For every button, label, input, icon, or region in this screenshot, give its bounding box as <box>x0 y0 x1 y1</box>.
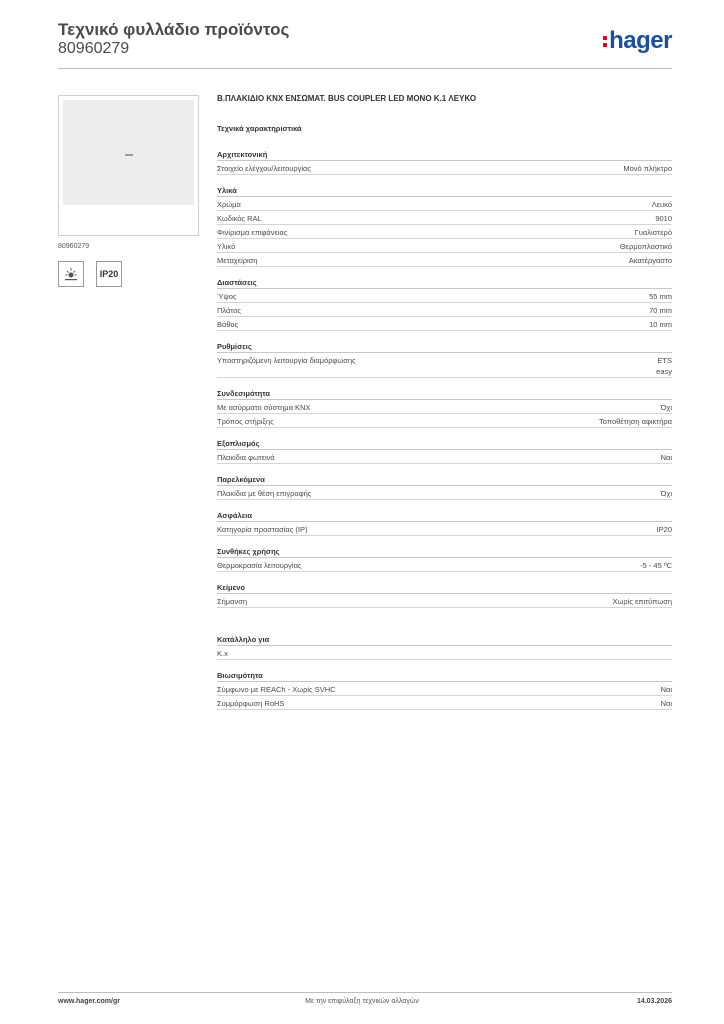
ip20-label: IP20 <box>99 269 119 279</box>
spec-label: Με ασύρματο σύστημα KNX <box>217 403 311 412</box>
spec-row <box>217 161 672 175</box>
image-code: 80960279 <box>58 243 90 250</box>
spec-row <box>217 450 672 464</box>
section-title: Βιωσιμότητα <box>217 670 672 682</box>
spec-label: Συμμόρφωση RoHS <box>217 699 285 708</box>
spec-label: Μεταχείριση <box>217 256 258 265</box>
section-title: Κατάλληλο για <box>217 634 672 646</box>
spec-value <box>656 355 672 377</box>
spec-row <box>217 239 672 253</box>
spec-value: Ναι <box>660 685 672 694</box>
spec-row <box>217 289 672 303</box>
product-image <box>58 95 199 236</box>
section-title: Συνδεσιμότητα <box>217 388 672 400</box>
spec-row <box>217 594 672 608</box>
spec-value: Χωρίς επιτύπωση <box>612 597 672 606</box>
spec-label: Σύμφωνο με REACh - Χωρίς SVHC <box>217 685 336 694</box>
logo-dots-icon <box>603 33 607 50</box>
ip20-badge <box>96 261 122 287</box>
spec-row <box>217 682 672 696</box>
spec-label: Κωδικός RAL <box>217 214 262 223</box>
section-gap <box>217 660 672 670</box>
product-name: Β.ΠΛΑΚΙΔΙΟ KNX ΕΝΣΩΜΑΤ. BUS COUPLER LED MONO K.1 ΛΕΥΚΟ <box>217 94 477 103</box>
spec-row <box>217 414 672 428</box>
section-gap <box>217 500 672 510</box>
spec-value: IP20 <box>656 525 672 534</box>
section-title: Αρχιτεκτονική <box>217 149 672 161</box>
document-code: 80960279 <box>58 40 130 57</box>
spec-value: 70 mm <box>649 306 672 315</box>
spec-label: Φινίρισμα επιφάνειας <box>217 228 288 237</box>
section-title: Εξοπλισμός <box>217 438 672 450</box>
plate-graphic <box>63 100 194 205</box>
tech-heading: Τεχνικά χαρακτηριστικά <box>217 124 302 133</box>
spec-value: Όχι <box>660 403 672 412</box>
footer-date: 14.03.2026 <box>636 998 672 1005</box>
spec-value: 10 mm <box>649 320 672 329</box>
spec-label: Πλακίδια φωτεινά <box>217 453 275 462</box>
section-title: Παρελκόμενα <box>217 474 672 486</box>
footer-divider <box>58 992 672 993</box>
spec-row <box>217 696 672 710</box>
spec-label: Υλικό <box>217 242 236 251</box>
spec-label: Πλάτος <box>217 306 242 315</box>
spec-value: Όχι <box>660 489 672 498</box>
led-light-icon <box>58 261 84 287</box>
spec-row <box>217 253 672 267</box>
spec-row <box>217 211 672 225</box>
spec-label: Υποστηριζόμενη λειτουργία διαμόρφωσης <box>217 356 356 365</box>
section-title: Ασφάλεια <box>217 510 672 522</box>
header-divider <box>58 68 672 69</box>
spec-row <box>217 197 672 211</box>
spec-row <box>217 646 672 660</box>
spec-row <box>217 317 672 331</box>
section-gap <box>217 608 672 634</box>
section-title: Ρυθμίσεις <box>217 341 672 353</box>
spec-label: Ύψος <box>217 292 237 301</box>
spec-value: Ναι <box>660 453 672 462</box>
section-gap <box>217 378 672 388</box>
spec-row <box>217 353 672 378</box>
spec-row <box>217 225 672 239</box>
section-gap <box>217 572 672 582</box>
spec-label: Χρώμα <box>217 200 241 209</box>
logo-text: hager <box>609 27 672 54</box>
spec-value: 9010 <box>655 214 672 223</box>
footer-note: Με την επιφύλαξη τεχνικών αλλαγών <box>305 998 419 1005</box>
spec-label: Βάθος <box>217 320 239 329</box>
section-gap <box>217 331 672 341</box>
spec-row <box>217 522 672 536</box>
spec-value-line: ETS <box>657 356 672 365</box>
footer-url[interactable]: www.hager.com/gr <box>58 998 120 1005</box>
section-title: Συνθήκες χρήσης <box>217 546 672 558</box>
section-gap <box>217 536 672 546</box>
spec-value: Θερμοπλαστικό <box>619 242 672 251</box>
spec-label: Κατηγορία προστασίας (IP) <box>217 525 308 534</box>
spec-content <box>217 93 672 710</box>
section-gap <box>217 267 672 277</box>
led-indicator <box>125 154 133 156</box>
spec-value: Ναι <box>660 699 672 708</box>
spec-value: 55 mm <box>649 292 672 301</box>
spec-label: K.x <box>217 649 228 658</box>
hager-logo[interactable] <box>603 28 672 54</box>
spec-value: Λευκό <box>651 200 672 209</box>
section-title: Διαστάσεις <box>217 277 672 289</box>
spec-value: -5 - 45 ºC <box>640 561 672 570</box>
spec-row <box>217 303 672 317</box>
spec-label: Τρόπος στήριξης <box>217 417 274 426</box>
section-title: Κείμενο <box>217 582 672 594</box>
spec-value: Ακατέργαστο <box>628 256 672 265</box>
spec-value: Γυαλιστερό <box>634 228 672 237</box>
spec-label: Στοιχείο ελέγχου/λειτουργίας <box>217 164 311 173</box>
section-gap <box>217 464 672 474</box>
spec-row <box>217 400 672 414</box>
spec-value-line: easy <box>656 367 672 376</box>
spec-label: Πλακίδια με θέση επιγραφής <box>217 489 312 498</box>
section-title: Υλικά <box>217 185 672 197</box>
spec-row <box>217 558 672 572</box>
document-title: Τεχνικό φυλλάδιο προϊόντος <box>58 20 290 39</box>
spec-sections <box>217 149 672 710</box>
spec-value: Μονό πλήκτρο <box>623 164 672 173</box>
spec-label: Σήμανση <box>217 597 248 606</box>
section-gap <box>217 428 672 438</box>
spec-row <box>217 486 672 500</box>
spec-value: Τοποθέτηση αφικτήρα <box>599 417 672 426</box>
section-gap <box>217 175 672 185</box>
spec-label: Θερμοκρασία λειτουργίας <box>217 561 302 570</box>
